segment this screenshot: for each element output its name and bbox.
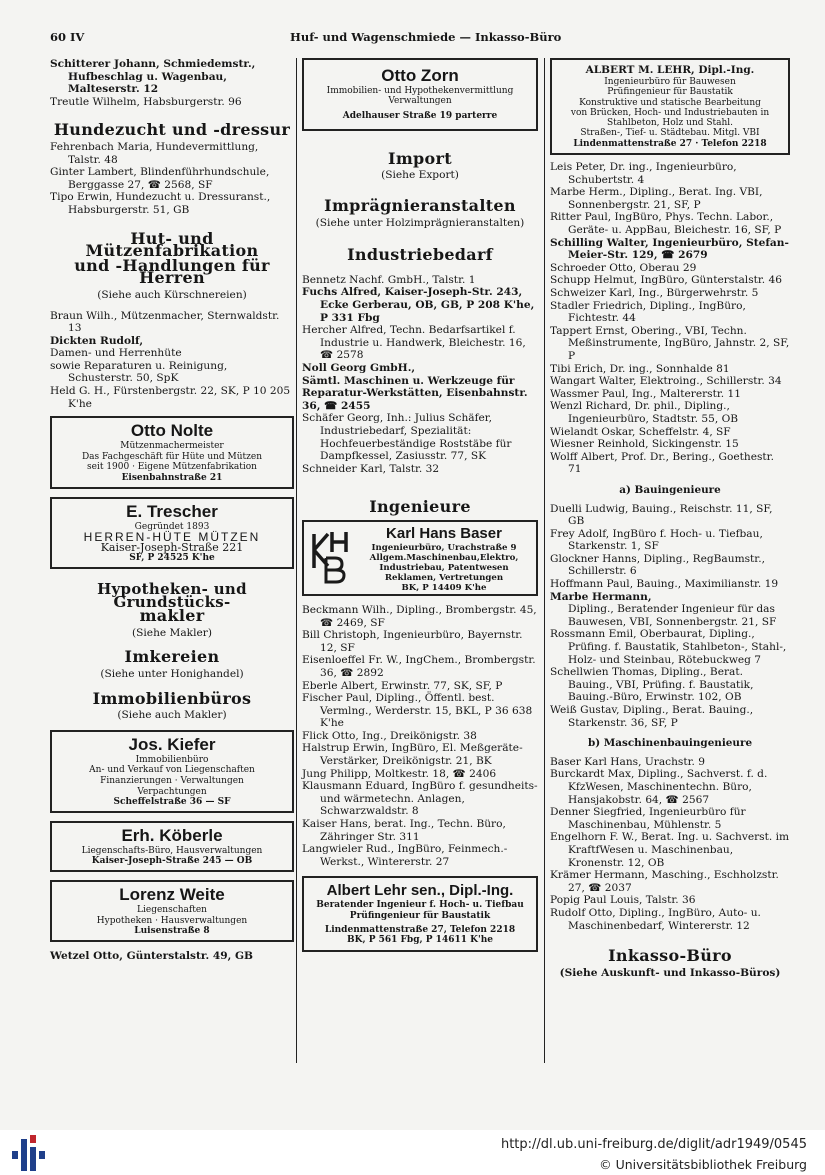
ad-line: Ingenieurbüro für Bauwesen [604,77,736,87]
column-rule-right [544,58,545,1063]
ad-otto-nolte [50,416,294,488]
ad-karl-hans-baser [302,520,538,596]
ad-line: Lindenmattenstraße 27, Telefon 2218 [324,925,516,936]
ad-name: Erh. Köberle [121,825,223,845]
entry: Hercher Alfred, Techn. Bedarfsartikel f. Industrie u. Handwerk, Bleichestr. 16, ☎ 2578 [302,324,526,362]
ad-line: Ingenieurbüro, Urachstraße 9 [371,542,517,553]
entry: Schellwien Thomas, Dipling., Berat. Bauing., VBI, Prüfing. f. Baustatik, Bauing.-Büro, Erwinstr. 102, OB [550,666,754,704]
section-heading: Industriebedarf [347,245,493,265]
section-heading: Hut- und Mützenfabrikation [85,228,259,261]
entry: Rossmann Emil, Oberbaurat, Dipling., Prüfing. f. Baustatik, Stahlbeton-, Stahl-, Holz- und Steinbau, Rötebuckweg 7 [550,628,787,666]
entry: Wetzel Otto, Günterstalstr. 49, GB [50,949,253,962]
entry: Bill Christoph, Ingenieurbüro, Bayernstr. 12, SF [302,629,523,654]
entry: Kaiser Hans, berat. Ing., Techn. Büro, Zähringer Str. 311 [302,818,506,843]
ad-line: seit 1900 · Eigene Mützenfabrikation [87,462,257,473]
entry: Tappert Ernst, Obering., VBI, Techn. Meßinstrumente, IngBüro, Jahnstr. 2, SF, P [550,324,790,362]
entry: Fuchs Alfred, Kaiser-Joseph-Str. 243, Ecke Gerberau, OB, GB, P 208 K'he, P 331 Fbg [302,286,535,324]
ad-line: Eisenbahnstraße 21 [121,473,223,484]
ad-line: BK, P 561 Fbg, P 14611 K'he [347,935,493,946]
section-note: (Siehe Makler) [132,626,212,639]
ad-trescher [50,497,294,569]
university-library-logo-icon [12,1133,48,1173]
entry: Wangart Walter, Elektroing., Schillerstr. 34 [550,375,782,388]
ad-albert-m-lehr [550,58,790,155]
entry: Tibi Erich, Dr. ing., Sonnhalde 81 [550,362,730,375]
entry-line: Sämtl. Maschinen u. Werkzeuge für Reparatur-Werkstätten, Eisenbahnstr. 36, ☎ 2455 [302,374,528,412]
entry: Klausmann Eduard, IngBüro f. gesundheits- und wärmetechn. Anlagen, Schwarzwaldstr. 8 [302,780,538,818]
ad-line: Lindenmattenstraße 27 · Telefon 2218 [573,138,767,149]
ad-albert-lehr-sen [302,876,538,951]
section-heading: makler [139,606,205,626]
entry: Wassmer Paul, Ing., Maltererstr. 11 [550,387,741,400]
entry: Braun Wilh., Mützenmacher, Sternwaldstr. 13 [50,309,280,335]
section-note: (Siehe auch Makler) [117,709,227,722]
khb-monogram-icon [310,528,352,586]
ad-name: ALBERT M. LEHR, Dipl.-Ing. [585,64,755,76]
entry: Schitterer Johann, Schmiedemstr., Hufbeschlag u. Wagenbau, Malteserstr. 12 [50,58,256,96]
column-middle [302,58,538,958]
entry: Tipo Erwin, Hundezucht u. Dressuranst., Habsburgerstr. 51, GB [50,191,271,216]
column-rule-left [296,58,297,1063]
entry: Halstrup Erwin, IngBüro, El. Meßgeräte-Verstärker, Dreikönigstr. 21, BK [302,742,523,768]
ad-name: Otto Zorn [381,66,459,85]
entry: Dickten Rudolf, [50,334,144,347]
section-heading: Hundezucht und -dressur [53,120,291,140]
column-right [550,58,790,987]
ad-line: Scheffelstraße 36 — SF [113,797,231,808]
entry-line: Dipling., Beratender Ingenieur für das Bauwesen, VBI, Sonnenbergstr. 21, SF [568,603,777,628]
entry: Eisenloeffel Fr. W., IngChem., Brombergstr. 36, ☎ 2892 [302,654,536,679]
entry: Krämer Hermann, Masching., Eschholzstr. 27, ☎ 2037 [550,869,779,894]
ad-name: Albert Lehr sen., Dipl.-Ing. [326,882,514,900]
entry: Ritter Paul, IngBüro, Phys. Techn. Labor., Geräte- u. AppBau, Bleichestr. 16, SF, P [550,211,782,237]
ad-jos-kiefer [50,730,294,813]
entry: Noll Georg GmbH., [302,362,416,375]
entry: Fischer Paul, Dipling., Öffentl. best. Vermlng., Werderstr. 15, BKL, P 36 638 K'he [302,692,533,730]
entry: Marbe Hermann, [550,590,652,603]
ad-line: Kaiser-Joseph-Straße 221 [100,540,244,554]
ad-line: BK, P 14409 K'he [401,582,487,593]
section-note: (Siehe unter Holzimprägnieranstalten) [315,216,525,229]
entry: Schroeder Otto, Oberau 29 [550,261,697,274]
entry: Flick Otto, Ing., Dreikönigstr. 38 [302,729,477,742]
ad-name: Otto Nolte [130,421,214,441]
ad-koeberle [50,821,294,872]
entry: Wolff Albert, Prof. Dr., Bering., Goethestr. 71 [550,450,774,476]
ad-line: Immobilienbüro [135,754,209,765]
ad-line: Adelhauser Straße 19 parterre [342,110,498,121]
section-heading: Ingenieure [369,497,471,517]
section-heading: und -Handlungen für Herren [74,255,270,288]
section-note: (Siehe Export) [381,169,459,182]
section-note: (Siehe unter Honighandel) [100,667,244,680]
entry-line: sowie Reparaturen u. Reinigung, [50,359,228,372]
entry: Weiß Gustav, Dipling., Berat. Bauing., Starkenstr. 36, SF, P [550,704,754,729]
copyright-text: © Universitätsbibliothek Freiburg [599,1157,807,1172]
ad-line: Finanzierungen · Verwaltungen [100,775,244,786]
ad-line: Verpachtungen [137,786,207,797]
entry: Frey Adolf, IngBüro f. Hoch- u. Tiefbau, Starkenstr. 1, SF [550,527,763,553]
entry: Duelli Ludwig, Bauing., Reischstr. 11, SF, GB [550,502,773,528]
ad-line: Reklamen, Vertretungen [384,572,504,583]
section-note: (Siehe auch Kürschnereien) [97,288,247,301]
subsection-heading: a) Bauingenieure [619,483,721,496]
ad-name: E. Trescher [126,501,218,521]
entry: Schweizer Karl, Ing., Bürgerwehrstr. 5 [550,287,759,300]
ad-line: Allgem.Maschinenbau,Elektro, [369,552,519,563]
entry: Schneider Karl, Talstr. 32 [302,462,440,475]
entry: Beckmann Wilh., Dipling., Brombergstr. 45, ☎ 2469, SF [302,603,537,629]
ad-line: SF, P 24525 K'he [129,553,215,564]
entry: Langwieler Rud., IngBüro, Feinmech.-Werkst., Wintererstr. 27 [302,843,508,868]
ad-name: Karl Hans Baser [386,524,502,542]
entry: Marbe Herm., Dipling., Berat. Ing. VBI, Sonnenbergstr. 21, SF, P [550,186,763,211]
entry: Ginter Lambert, Blindenführhundschule, Berggasse 27, ☎ 2568, SF [50,166,270,191]
ad-line: Luisenstraße 8 [134,926,210,937]
ad-line: Beratender Ingenieur f. Hoch- u. Tiefbau [316,900,524,911]
entry: Treutle Wilhelm, Habsburgerstr. 96 [50,95,242,108]
entry: Leis Peter, Dr. ing., Ingenieurbüro, Schubertstr. 4 [550,161,737,186]
ad-line: An- und Verkauf von Liegenschaften [89,765,255,776]
ad-line: von Brücken, Hoch- und Industriebauten in Stahlbeton, Holz und Stahl. [570,107,770,129]
entry-line: Damen- und Herrenhüte [50,347,182,360]
entry: Hoffmann Paul, Bauing., Maximilianstr. 19 [550,578,779,591]
entry: Wielandt Oskar, Scheffelstr. 4, SF [550,425,731,438]
entry: Stadler Friedrich, Dipling., IngBüro, Fichtestr. 44 [550,299,746,325]
section-heading: Import [388,148,452,168]
section-heading: Imkereien [124,647,220,667]
entry: Eberle Albert, Erwinstr. 77, SK, SF, P [302,679,503,692]
section-heading: Immobilienbüros [92,688,252,708]
ad-name: Jos. Kiefer [128,734,216,754]
entry: Fehrenbach Maria, Hundevermittlung, Talstr. 48 [50,140,259,166]
entry: Burckardt Max, Dipling., Sachverst. f. d. KfzWesen, Maschinentechn. Büro, Hansjakobstr. 64, ☎ 2567 [550,768,768,806]
ad-line: Gegründet 1893 [134,521,210,532]
ad-line: Kaiser-Joseph-Straße 245 — OB [91,856,253,867]
entry: Denner Siegfried, Ingenieurbüro für Maschinenbau, Mühlenstr. 5 [550,806,746,831]
ad-line: Immobilien- und Hypothekenvermittlung [326,86,514,96]
section-note: (Siehe Auskunft- und Inkasso-Büros) [559,966,781,979]
entry: Schäfer Georg, Inh.: Julius Schäfer, Industriebedarf, Spezialität: Hochfeuerbeständige Roststäbe für Dampfkessel, Zasiusstr. 77, SK [302,412,512,463]
ad-line: Konstruktive und statische Bearbeitung [579,97,761,108]
entry: Wiesner Reinhold, Sickingenstr. 15 [550,438,739,451]
ad-line: Hypotheken · Hausverwaltungen [96,915,248,926]
ad-name: Lorenz Weite [119,884,225,904]
entry: Baser Karl Hans, Urachstr. 9 [550,755,705,768]
entry: Glockner Hanns, Dipling., RegBaumstr., Schillerstr. 6 [550,552,765,578]
ad-line: Straßen-, Tief- u. Städtebau. Mitgl. VBI [580,128,760,139]
entry: Schupp Helmut, IngBüro, Günterstalstr. 46 [550,274,783,287]
section-heading: Hypotheken- und Grundstücks- [97,580,247,611]
running-title: Huf- und Wagenschmiede — Inkasso-Büro [290,30,562,44]
ad-line: Prüfingenieur für Baustatik [607,87,733,98]
ad-line: HERREN-HÜTE MÜTZEN [83,530,261,545]
entry: Engelhorn F. W., Berat. Ing. u. Sachverst. im KraftfWesen u. Maschinenbau, Kronenstr. 12, OB [550,831,790,869]
ad-line: Industriebau, Patentwesen [379,562,509,573]
entry: Bennetz Nachf. GmbH., Talstr. 1 [302,273,476,286]
entry: Rudolf Otto, Dipling., IngBüro, Auto- u. Maschinenbedarf, Wintererstr. 12 [550,906,761,932]
page-header [50,30,787,48]
section-heading: Imprägnieranstalten [324,196,516,216]
entry: Wenzl Richard, Dr. phil., Dipling., Ingenieurbüro, Stadtstr. 55, OB [550,400,739,425]
ad-otto-zorn [302,58,538,131]
ad-lorenz-weite [50,880,294,942]
ad-text [356,525,532,593]
ad-line: Prüfingenieur für Baustatik [349,910,491,921]
entry: Jung Philipp, Moltkestr. 18, ☎ 2406 [302,767,497,780]
page-number: 60 IV [50,30,85,44]
ad-line: Liegenschafts-Büro, Hausverwaltungen [81,845,263,856]
entry-line: Schusterstr. 50, SpK [68,372,179,385]
viewer-footer [0,1130,825,1175]
entry: Schilling Walter, Ingenieurbüro, Stefan-Meier-Str. 129, ☎ 2679 [550,236,789,262]
entry: Popig Paul Louis, Talstr. 36 [550,894,696,907]
ad-line: Das Fachgeschäft für Hüte und Mützen [81,451,263,462]
ad-line: Liegenschaften [137,904,207,915]
ad-line: Verwaltungen [388,96,452,107]
permalink[interactable]: http://dl.ub.uni-freiburg.de/diglit/adr1949/0545 [500,1137,807,1152]
entry: Held G. H., Fürstenbergstr. 22, SK, P 10 205 K'he [50,385,291,410]
ad-line: Mützenmachermeister [120,441,224,452]
subsection-heading: b) Maschinenbauingenieure [587,737,753,750]
section-heading: Inkasso-Büro [608,946,732,966]
column-left [50,58,294,962]
